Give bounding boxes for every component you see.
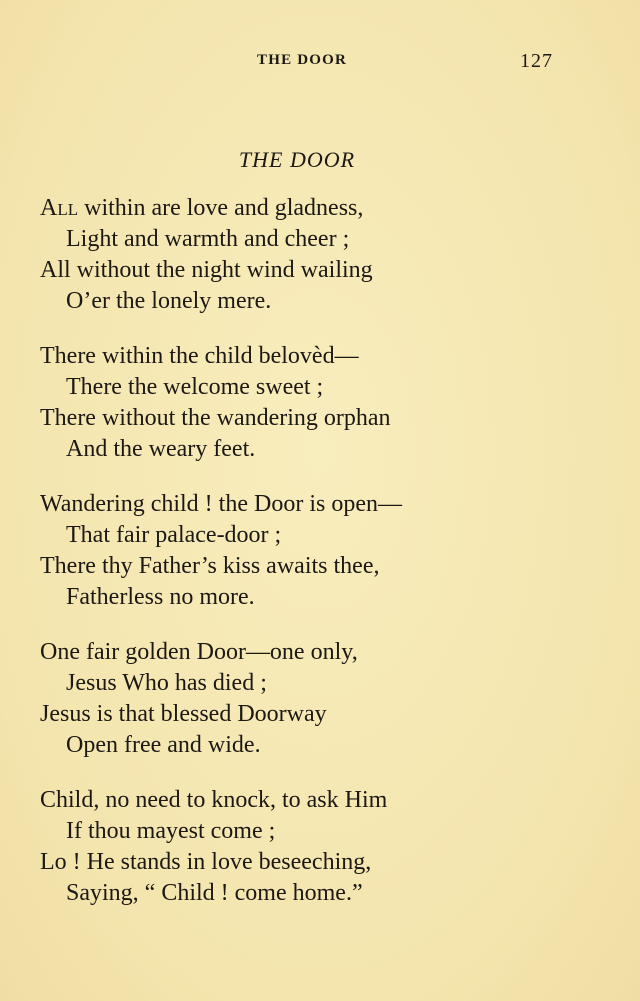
stanza-3 [40,489,600,613]
poem-line: There the welcome sweet ; [66,374,324,400]
poem-line: If thou mayest come ; [66,818,276,844]
poem-line: There without the wandering orphan [40,405,391,431]
poem-line: Fatherless no more. [66,584,255,610]
poem-line: Jesus Who has died ; [66,670,267,696]
poem-line-text: within are love and gladness, [78,195,364,221]
poem-line: Open free and wide. [66,732,261,758]
poem-line: O’er the lonely mere. [66,288,272,314]
stanza-2 [40,341,600,465]
running-title: THE DOOR [257,52,348,68]
stanza-1 [40,193,600,317]
poem-title: THE DOOR [238,147,356,172]
poem-line: And the weary feet. [66,436,256,462]
poem-line: There thy Father’s kiss awaits thee, [40,553,380,579]
poem-line: One fair golden Door—one only, [40,639,358,665]
stanza-5 [40,785,600,909]
stanza-4 [40,637,600,761]
poem-line: There within the child belovèd— [40,343,359,369]
poem-line: Child, no need to knock, to ask Him [40,787,388,813]
poem-line: Jesus is that blessed Doorway [40,701,327,727]
running-head [0,50,640,74]
poem-line: All without the night wind wailing [40,257,373,283]
poem-line: Light and warmth and cheer ; [66,226,350,252]
poem-line [40,193,600,224]
poem-line: Lo ! He stands in love beseeching, [40,849,372,875]
poem-line: That fair palace-door ; [66,522,282,548]
drop-word: All [40,195,79,221]
poem-body [40,193,600,933]
poem-line: Wandering child ! the Door is open— [40,491,402,517]
page-number: 127 [520,50,553,72]
poem-line: Saying, “ Child ! come home.” [66,880,363,906]
